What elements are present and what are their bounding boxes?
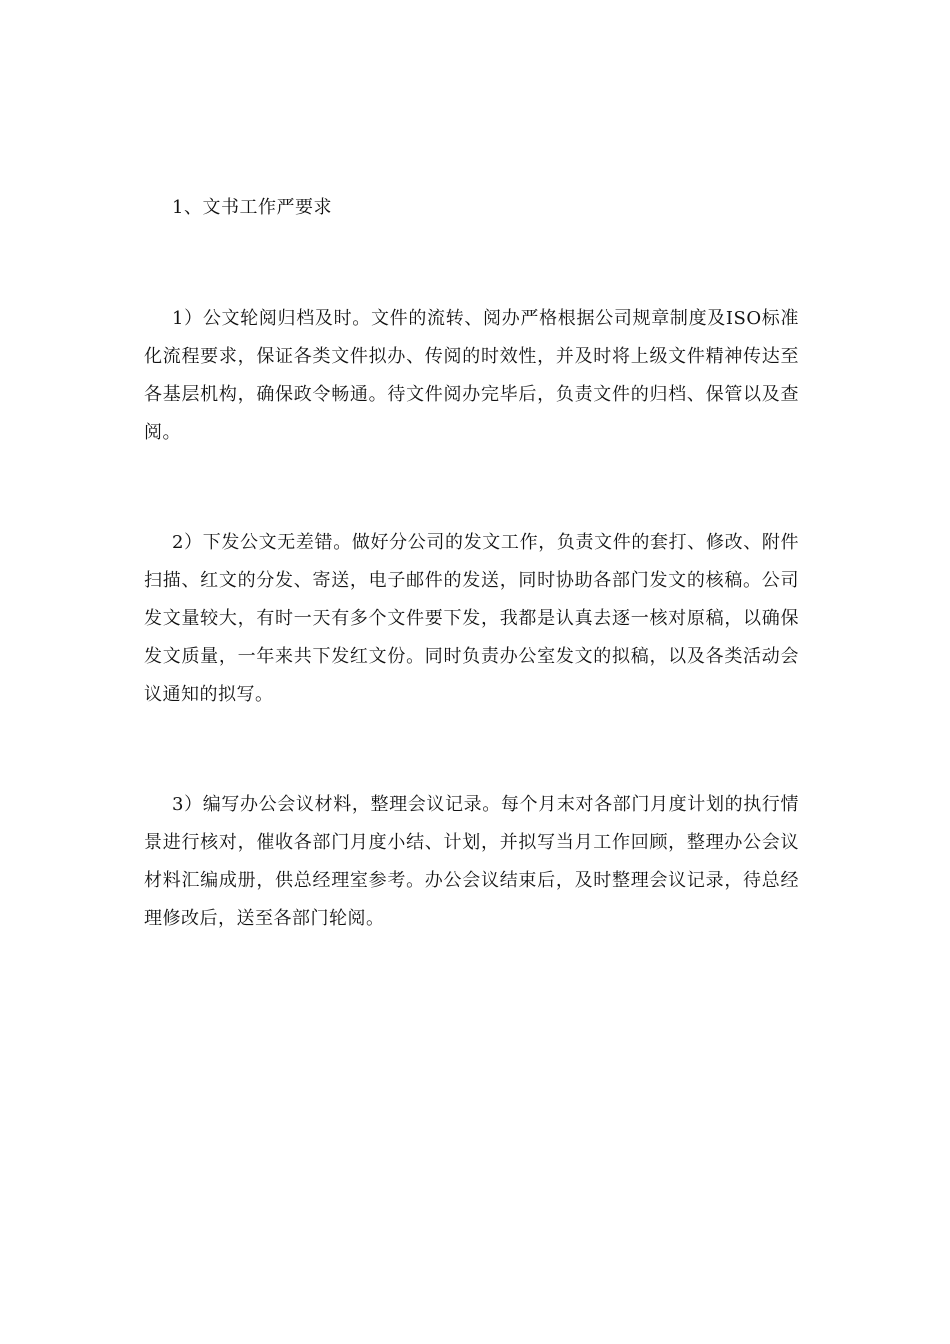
paragraph-1: 1）公文轮阅归档及时。文件的流转、阅办严格根据公司规章制度及ISO标准化流程要求，保证各类文件拟办、传阅的时效性，并及时将上级文件精神传达至各基层机构，确保政令畅通。待文件阅办完毕后，负责文件的归档、保管以及查阅。 <box>144 308 799 443</box>
document-body <box>144 188 799 938</box>
spacer <box>144 452 799 524</box>
paragraph-3: 3）编写办公会议材料，整理会议记录。每个月末对各部门月度计划的执行情景进行核对，催收各部门月度小结、计划，并拟写当月工作回顾，整理办公会议材料汇编成册，供总经理室参考。办公会议结束后，及时整理会议记录，待总经理修改后，送至各部门轮阅。 <box>144 794 799 929</box>
spacer <box>144 228 799 300</box>
paragraph-2: 2）下发公文无差错。做好分公司的发文工作，负责文件的套打、修改、附件扫描、红文的分发、寄送，电子邮件的发送，同时协助各部门发文的核稿。公司发文量较大，有时一天有多个文件要下发，我都是认真去逐一核对原稿，以确保发文质量，一年来共下发红文份。同时负责办公室发文的拟稿，以及各类活动会议通知的拟写。 <box>144 532 799 705</box>
spacer <box>144 714 799 786</box>
section-heading: 1、文书工作严要求 <box>172 197 332 218</box>
